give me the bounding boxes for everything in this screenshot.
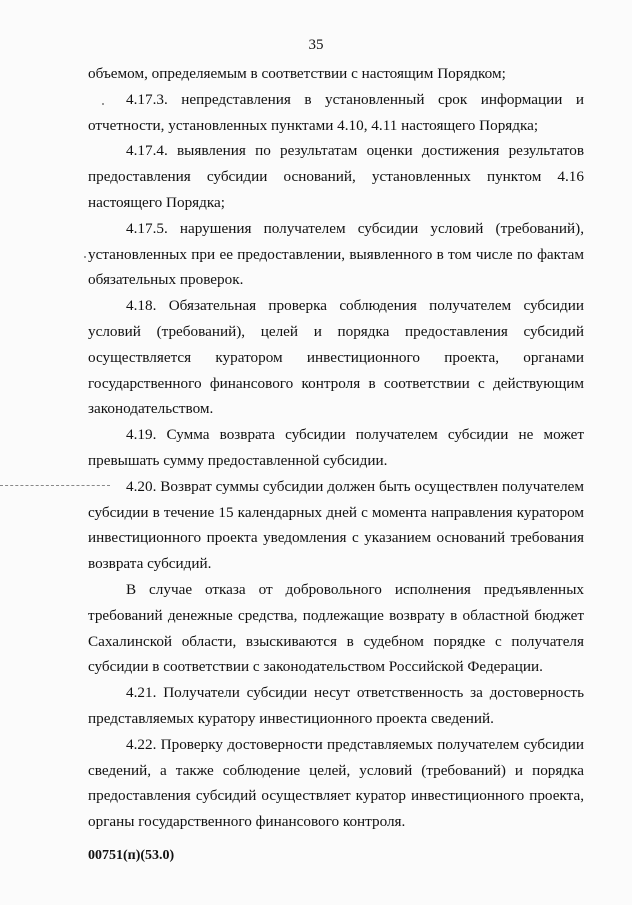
document-body <box>88 61 584 835</box>
scan-artifact-dot <box>84 256 86 258</box>
page-number: 35 <box>308 37 324 53</box>
document-code: 00751(п)(53.0) <box>88 848 175 863</box>
paragraph: 4.17.4. выявления по результатам оценки достижения результатов предоставления субсидии оснований, установленных пунктом 4.16 настоящего Порядка; <box>88 142 584 211</box>
paragraph: 4.20. Возврат суммы субсидии должен быть осуществлен получателем субсидии в течение 15 календарных дней с момента направления куратором инвестиционного проекта уведомления с указанием оснований требования возврата субсидий. <box>88 477 584 573</box>
paragraph: 4.22. Проверку достоверности представляемых получателем субсидии сведений, а также соблюдение целей, условий (требований) и порядка предоставления субсидий осуществляет куратор инвестиционного проекта, органы государственного финансового контроля. <box>88 735 584 831</box>
paragraph: 4.17.5. нарушения получателем субсидии условий (требований), установленных при ее предоставлении, выявленного в том числе по фактам обязательных проверок. <box>88 219 584 289</box>
paragraph: 4.21. Получатели субсидии несут ответственность за достоверность представляемых куратору инвестиционного проекта сведений. <box>88 684 584 727</box>
paragraph: объемом, определяемым в соответствии с настоящим Порядком; <box>88 65 506 82</box>
paragraph: В случае отказа от добровольного исполнения предъявленных требований денежные средства, подлежащие возврату в областной бюджет Сахалинской области, взыскиваются в судебном порядке с получателя субсидии в соответствии с законодательством Российской Федерации. <box>88 580 584 676</box>
paragraph: 4.19. Сумма возврата субсидии получателем субсидии не может превышать сумму предоставленной субсидии. <box>88 426 584 469</box>
paragraph: 4.17.3. непредставления в установленный срок информации и отчетности, установленных пунктами 4.10, 4.11 настоящего Порядка; <box>88 90 584 134</box>
paragraph: 4.18. Обязательная проверка соблюдения получателем субсидии условий (требований), целей и порядка предоставления субсидий осуществляется куратором инвестиционного проекта, органами государственного финансового контроля в соответствии с действующим законодательством. <box>88 297 584 418</box>
